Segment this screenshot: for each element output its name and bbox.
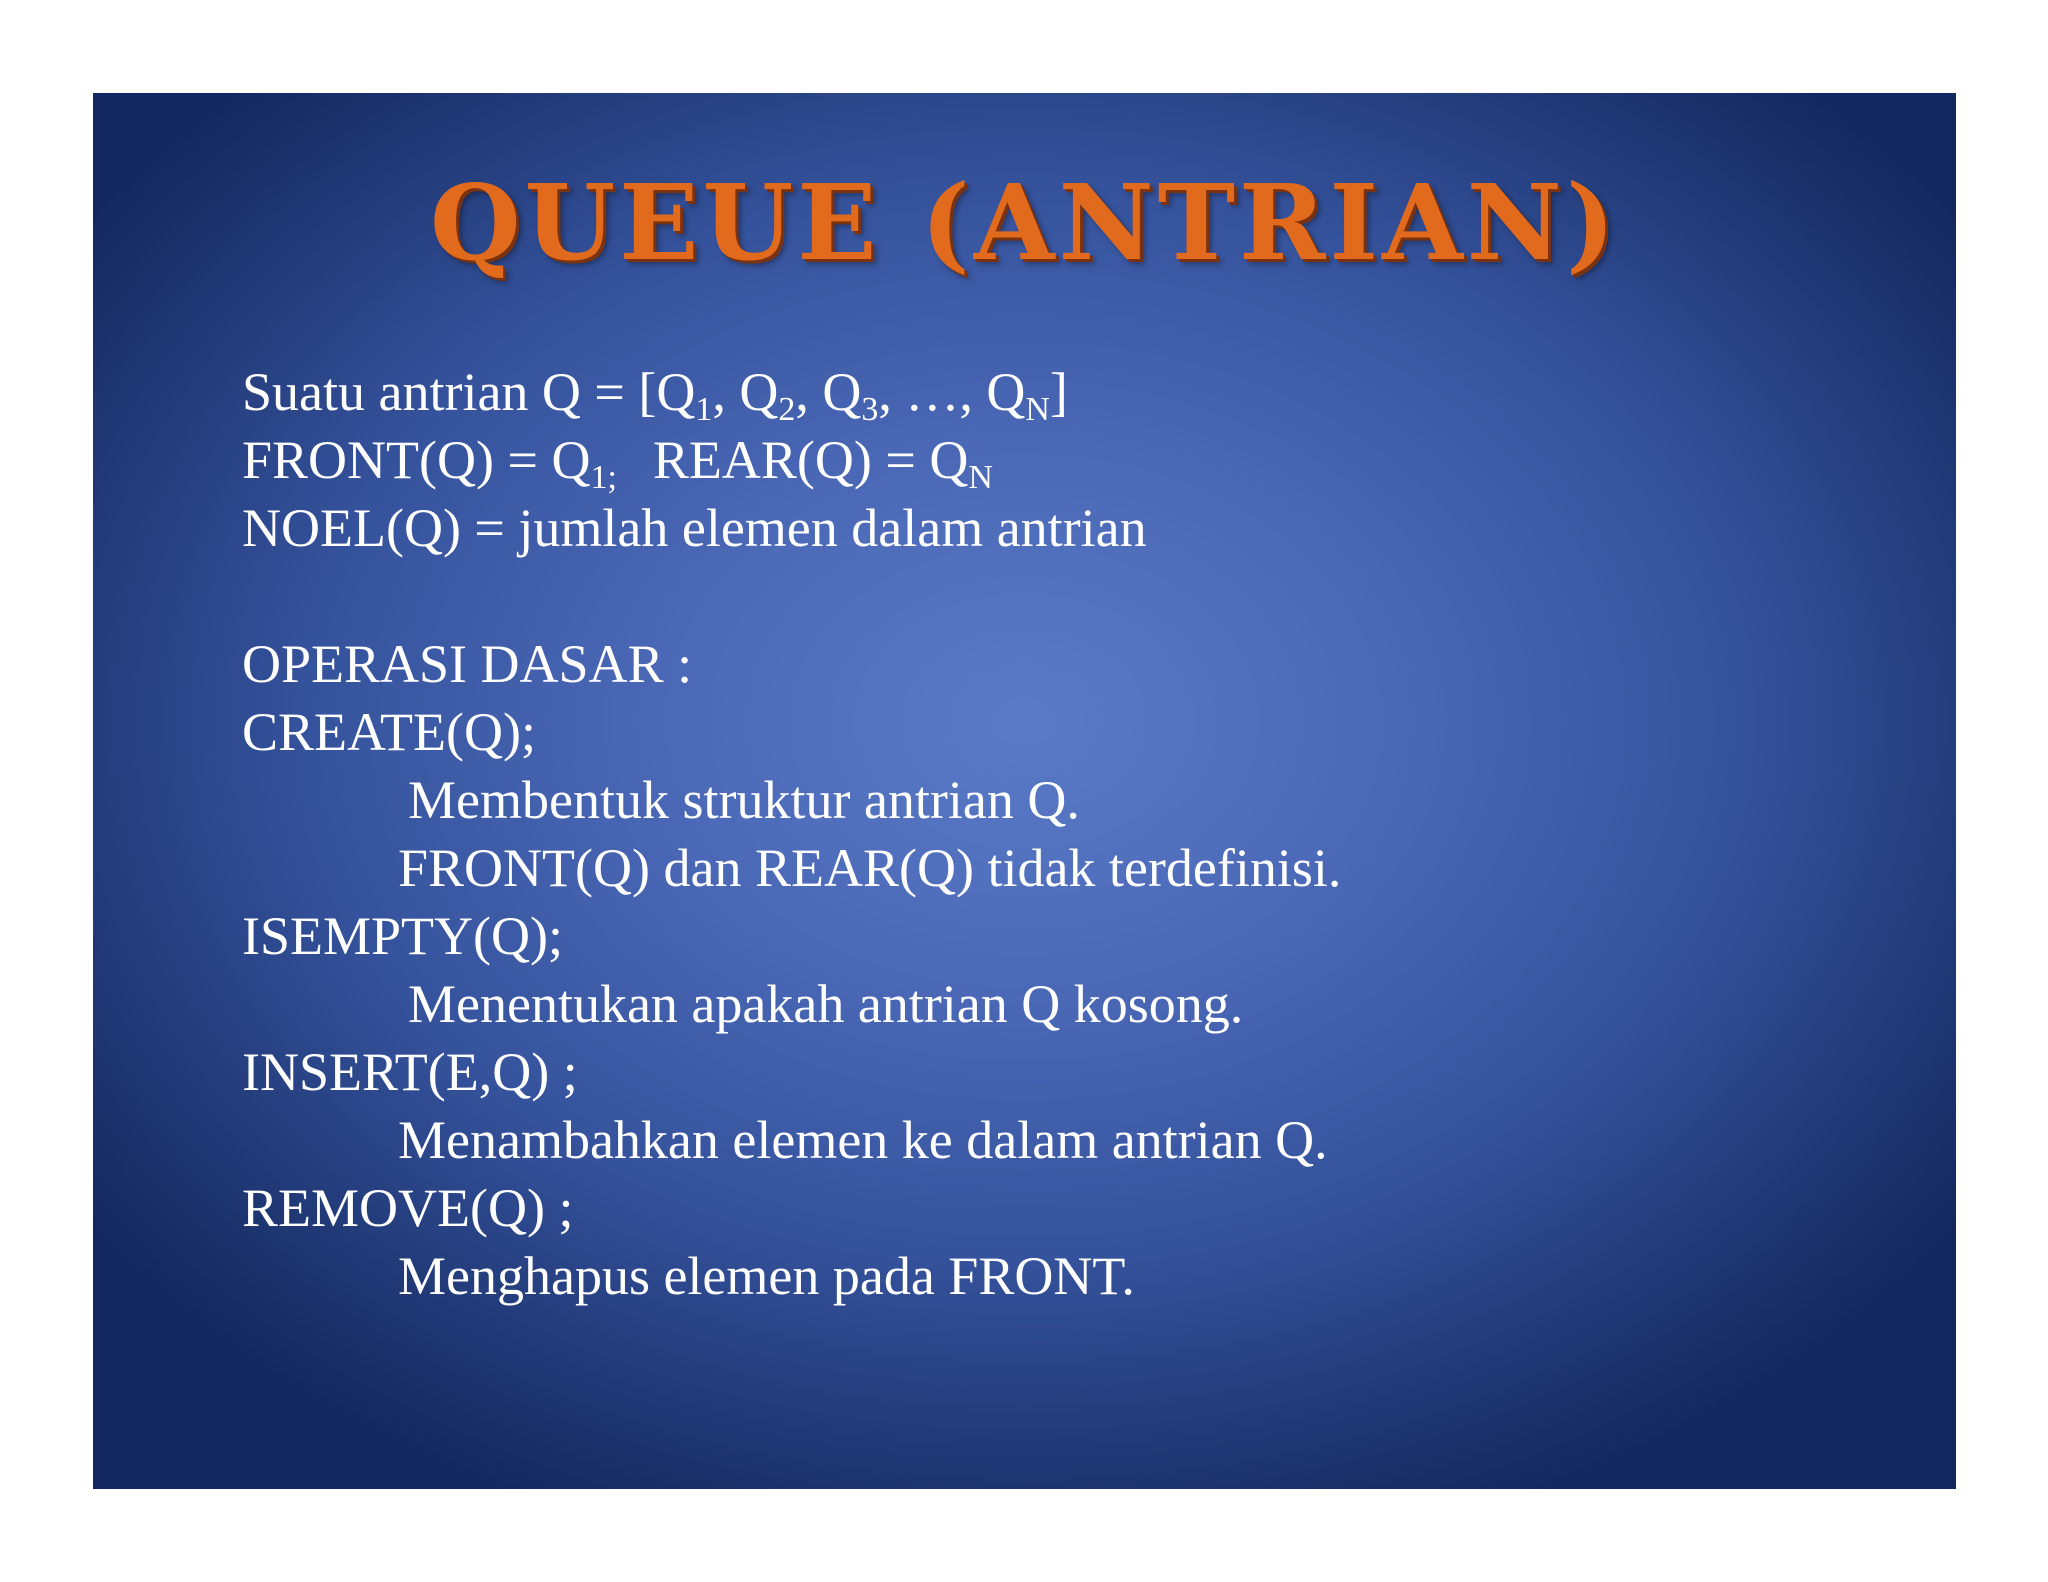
def-text: , Q xyxy=(712,362,779,422)
subscript: 1; xyxy=(590,459,617,496)
def-text: , …, Q xyxy=(878,362,1026,422)
op-create-desc: Membentuk struktur antrian Q. xyxy=(408,770,1080,830)
op-create-name: CREATE(Q); xyxy=(242,702,536,762)
subscript: N xyxy=(968,459,993,496)
op-insert-name: INSERT(E,Q) ; xyxy=(242,1042,578,1102)
definition-line-2 xyxy=(242,426,1341,494)
op-create-desc: FRONT(Q) dan REAR(Q) tidak terdefinisi. xyxy=(398,838,1342,898)
slide-title: QUEUE (ANTRIAN) xyxy=(429,161,1620,284)
operations-heading: OPERASI DASAR : xyxy=(242,634,693,694)
def-text: Suatu antrian Q = [Q xyxy=(242,362,696,422)
slide-body xyxy=(242,358,1341,1310)
definition-line-1 xyxy=(242,358,1341,426)
definition-line-3: NOEL(Q) = jumlah elemen dalam antrian xyxy=(242,498,1147,558)
op-remove-name: REMOVE(Q) ; xyxy=(242,1178,574,1238)
op-remove-desc: Menghapus elemen pada FRONT. xyxy=(398,1246,1135,1306)
subscript: 2 xyxy=(778,391,796,428)
op-isempty-desc: Menentukan apakah antrian Q kosong. xyxy=(408,974,1244,1034)
op-isempty-name: ISEMPTY(Q); xyxy=(242,906,563,966)
subscript: 1 xyxy=(695,391,713,428)
def-text: , Q xyxy=(795,362,862,422)
def-text: ] xyxy=(1049,362,1068,422)
subscript: N xyxy=(1025,391,1050,428)
blank-line xyxy=(242,562,1341,630)
def-text: FRONT(Q) = Q xyxy=(242,430,591,490)
slide xyxy=(93,93,1956,1489)
op-insert-desc: Menambahkan elemen ke dalam antrian Q. xyxy=(398,1110,1328,1170)
def-text: REAR(Q) = Q xyxy=(652,430,969,490)
subscript: 3 xyxy=(861,391,879,428)
